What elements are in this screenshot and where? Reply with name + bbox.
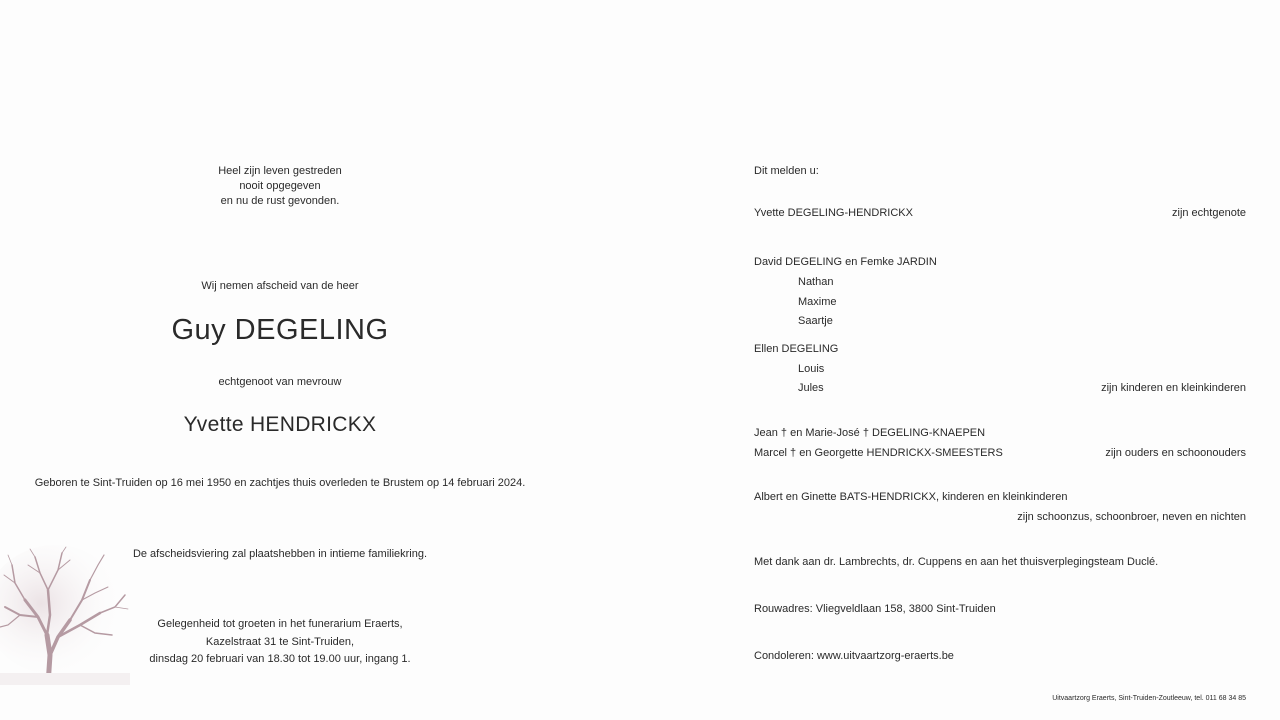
thanks-text: Met dank aan dr. Lambrechts, dr. Cuppens en aan het thuisverplegingsteam Duclé. <box>754 556 1159 568</box>
funeral-home-footer: Uitvaartzorg Eraerts, Sint-Truiden-Zoutleeuw, tel. 011 68 34 85 <box>1052 695 1246 702</box>
farewell-intro: Wij nemen afscheid van de heer <box>201 280 359 292</box>
parents-role: zijn ouders en schoonouders <box>1105 447 1246 459</box>
poem-line: en nu de rust gevonden. <box>220 195 340 207</box>
visitation-line: Kazelstraat 31 te Sint-Truiden, <box>205 635 355 648</box>
poem-line: Heel zijn leven gestreden <box>218 165 342 177</box>
mourning-address: Rouwadres: Vliegveldlaan 158, 3800 Sint-Truiden <box>754 603 996 615</box>
grandchild-name: Nathan <box>798 276 834 288</box>
bare-tree-illustration <box>0 545 130 685</box>
poem <box>0 164 560 209</box>
spouse-intro: echtgenoot van mevrouw <box>218 376 342 388</box>
parents-line-1: Jean † en Marie-José † DEGELING-KNAEPEN <box>754 427 986 439</box>
spouse-name: Yvette HENDRICKX <box>183 413 377 436</box>
inlaws-line: Albert en Ginette BATS-HENDRICKX, kinderen en kleinkinderen <box>754 491 1068 503</box>
children-role: zijn kinderen en kleinkinderen <box>1101 382 1246 394</box>
grandchild-name: Saartje <box>798 315 833 327</box>
inlaws-role: zijn schoonzus, schoonbroer, neven en nichten <box>1017 511 1246 523</box>
grandchild-name: Maxime <box>798 296 837 308</box>
ceremony-text: De afscheidsviering zal plaatshebben in intieme familiekring. <box>132 548 428 560</box>
grandchild-name: Louis <box>798 363 825 375</box>
poem-line: nooit opgegeven <box>239 180 321 192</box>
spouse-entry-name: Yvette DEGELING-HENDRICKX <box>754 207 913 219</box>
condolences-link: Condoleren: www.uitvaartzorg-eraerts.be <box>754 650 954 662</box>
parents-line-2: Marcel † en Georgette HENDRICKX-SMEESTERS <box>754 447 1003 459</box>
grandchild-name: Jules <box>798 382 824 394</box>
visitation-line: Gelegenheid tot groeten in het funerarium Eraerts, <box>157 618 403 630</box>
visitation-line: dinsdag 20 februari van 18.30 tot 19.00 uur, ingang 1. <box>149 653 411 665</box>
spouse-entry-role: zijn echtgenote <box>1172 207 1246 219</box>
left-column <box>0 0 560 720</box>
child1-name: David DEGELING en Femke JARDIN <box>754 256 937 268</box>
birth-death-text: Geboren te Sint-Truiden op 16 mei 1950 en zachtjes thuis overleden te Brustem op 14 februari 2024. <box>34 477 526 489</box>
deceased-name: Guy DEGELING <box>171 314 389 346</box>
child2-name: Ellen DEGELING <box>754 343 839 355</box>
announcement-heading: Dit melden u: <box>754 165 819 177</box>
